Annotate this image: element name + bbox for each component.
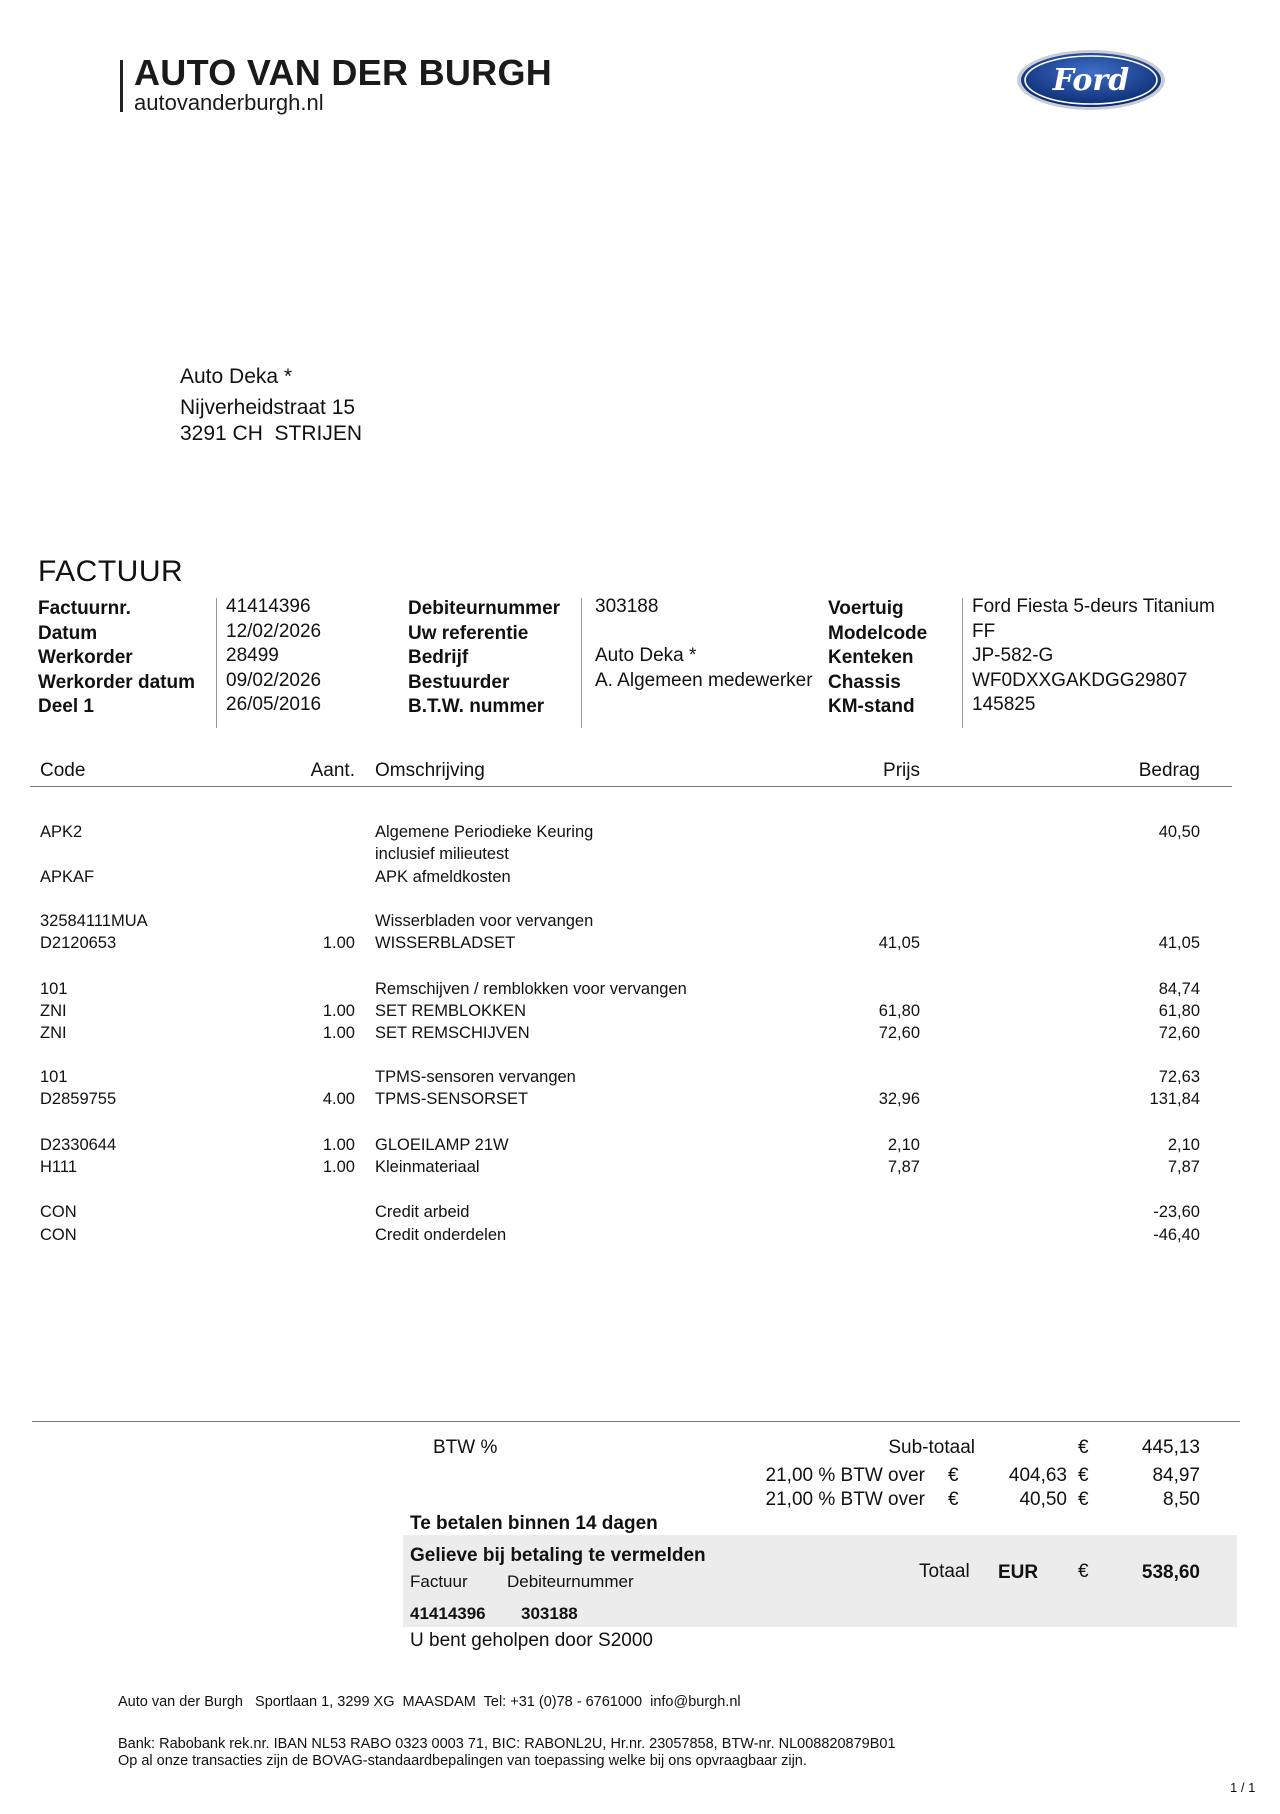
value-mileage: 145825 (972, 694, 1036, 715)
line-price: 61,80 (878, 1002, 920, 1020)
line-price: 2,10 (887, 1136, 920, 1154)
line-price (820, 1203, 920, 1226)
company-url: autovanderburgh.nl (134, 90, 324, 115)
line-code: H111 (40, 1158, 77, 1176)
value-license-plate: JP-582-G (972, 645, 1054, 666)
label-chassis: Chassis (828, 671, 901, 693)
total-label: Totaal (919, 1561, 970, 1582)
label-license-plate: Kenteken (828, 647, 914, 668)
vat-row-base: 404,63 (1008, 1465, 1067, 1486)
line-price (820, 912, 920, 935)
column-header-description: Omschrijving (375, 760, 485, 781)
line-description: TPMS-sensoren vervangen (375, 1068, 576, 1086)
value-model-code: FF (972, 620, 996, 642)
line-amount: 40,50 (1158, 823, 1200, 841)
vat-percent-header: BTW % (433, 1437, 498, 1458)
line-qty: 1.00 (322, 1024, 355, 1042)
line-code: CON (40, 1226, 77, 1244)
vat-row-base: 40,50 (1019, 1489, 1067, 1510)
column-header-rule (30, 786, 1232, 787)
label-vat-number: B.T.W. nummer (408, 696, 545, 717)
vat-row-currency: € (1078, 1489, 1089, 1510)
vat-row-amount: 8,50 (1163, 1489, 1200, 1510)
line-amount: 84,74 (1158, 980, 1200, 998)
line-qty: 1.00 (322, 1002, 355, 1020)
line-description: Credit arbeid (375, 1203, 470, 1221)
line-description: Credit onderdelen (375, 1226, 507, 1244)
header-col3-labels (828, 597, 958, 720)
label-company: Bedrijf (408, 647, 469, 668)
line-price (820, 868, 920, 891)
header-col1-labels (38, 597, 208, 720)
line-description: Wisserbladen voor vervangen (375, 912, 594, 930)
line-price: 32,96 (878, 1090, 920, 1108)
line-code: 101 (40, 980, 68, 998)
value-chassis: WF0DXXGAKDGG29807 (972, 669, 1188, 691)
line-description: GLOEILAMP 21W (375, 1136, 509, 1154)
header-divider (581, 598, 582, 728)
label-mileage: KM-stand (828, 696, 915, 717)
totals-rule (32, 1421, 1240, 1422)
line-price (820, 1226, 920, 1249)
label-part: Deel 1 (38, 696, 94, 717)
total-currency-symbol: € (1078, 1561, 1089, 1582)
served-by: U bent geholpen door S2000 (410, 1630, 653, 1651)
line-price (820, 823, 920, 846)
footer-bank: Bank: Rabobank rek.nr. IBAN NL53 RABO 0323 0003 71, BIC: RABONL2U, Hr.nr. 23057858, BTW-nr. NL008820879B01 (118, 1736, 896, 1752)
value-driver: A. Algemeen medewerker (595, 669, 813, 691)
document-title: FACTUUR (38, 555, 184, 588)
ford-oval-logo-icon (1015, 48, 1167, 112)
vat-row-amount: 84,97 (1152, 1465, 1200, 1486)
line-amount: 72,63 (1158, 1068, 1200, 1086)
value-debtor-number: 303188 (595, 596, 659, 617)
footer-address: Auto van der Burgh Sportlaan 1, 3299 XG MAASDAM Tel: +31 (0)78 - 6761000 info@burgh.nl (118, 1694, 741, 1710)
line-qty: 4.00 (322, 1090, 355, 1108)
line-amount: 41,05 (1158, 934, 1200, 952)
line-qty (255, 868, 355, 891)
ford-logo-text: Ford (1052, 63, 1130, 98)
line-qty (255, 1068, 355, 1091)
line-code: D2330644 (40, 1136, 117, 1154)
total-value: 538,60 (1141, 1562, 1200, 1583)
line-description: SET REMBLOKKEN (375, 1002, 526, 1020)
line-qty: 1.00 (322, 1158, 355, 1176)
line-qty (255, 1226, 355, 1249)
header-divider (216, 598, 217, 728)
brand-bar (120, 60, 123, 112)
reference-debtor-value: 303188 (521, 1604, 578, 1623)
vat-row-label: 21,00 % BTW over (765, 1489, 925, 1510)
line-code: 32584111MUA (40, 912, 148, 930)
header-col1-values (226, 595, 391, 718)
vat-row-label: 21,00 % BTW over (765, 1465, 925, 1486)
line-amount (1100, 845, 1200, 868)
subtotal-label: Sub-totaal (888, 1437, 975, 1458)
line-amount: 7,87 (1167, 1158, 1200, 1176)
line-amount: -23,60 (1153, 1203, 1200, 1221)
column-header-qty: Aant. (310, 760, 355, 781)
subtotal-currency: € (1078, 1437, 1089, 1458)
line-qty: 1.00 (322, 934, 355, 952)
header-col3-values (972, 595, 1222, 718)
label-your-reference: Uw referentie (408, 622, 529, 644)
line-price (820, 980, 920, 1003)
value-invoice-number: 41414396 (226, 596, 311, 617)
line-amount (1100, 868, 1200, 891)
payment-terms: Te betalen binnen 14 dagen (410, 1513, 658, 1534)
recipient-city: 3291 CH STRIJEN (180, 422, 363, 445)
company-name: AUTO VAN DER BURGH (134, 52, 553, 93)
line-description: Algemene Periodieke Keuring (375, 823, 594, 841)
column-header-amount: Bedrag (1138, 760, 1200, 781)
recipient-street: Nijverheidstraat 15 (180, 396, 356, 419)
reference-invoice-value: 41414396 (410, 1604, 486, 1623)
line-description: inclusief milieutest (375, 845, 509, 863)
payment-reference-title: Gelieve bij betaling te vermelden (410, 1545, 706, 1566)
line-description: WISSERBLADSET (375, 934, 516, 952)
header-col2-labels (408, 597, 578, 720)
line-amount: 72,60 (1158, 1024, 1200, 1042)
line-amount: 2,10 (1167, 1136, 1200, 1154)
vat-row-currency: € (948, 1489, 959, 1510)
line-price: 41,05 (878, 934, 920, 952)
label-debtor-number: Debiteurnummer (408, 598, 561, 619)
line-code: D2859755 (40, 1090, 117, 1108)
line-code: APKAF (40, 868, 95, 886)
line-amount: 131,84 (1149, 1090, 1200, 1108)
label-date: Datum (38, 622, 98, 644)
column-header-price: Prijs (883, 760, 920, 781)
line-price: 7,87 (887, 1158, 920, 1176)
line-qty (255, 1203, 355, 1226)
value-work-order: 28499 (226, 645, 279, 666)
line-code: D2120653 (40, 934, 117, 952)
line-price (820, 1068, 920, 1091)
header-divider (962, 598, 963, 728)
line-description: Kleinmateriaal (375, 1158, 480, 1176)
line-qty (255, 912, 355, 935)
value-vehicle: Ford Fiesta 5-deurs Titanium (972, 596, 1215, 617)
label-work-order: Werkorder (38, 647, 133, 668)
line-qty (255, 845, 355, 868)
vat-row-currency: € (1078, 1465, 1089, 1486)
value-work-order-date: 09/02/2026 (226, 669, 322, 691)
label-vehicle: Voertuig (828, 598, 904, 619)
label-invoice-number: Factuurnr. (38, 598, 131, 619)
recipient-name: Auto Deka * (180, 365, 293, 388)
reference-debtor-label: Debiteurnummer (507, 1572, 634, 1591)
line-description: SET REMSCHIJVEN (375, 1024, 530, 1042)
label-driver: Bestuurder (408, 671, 510, 693)
line-qty: 1.00 (322, 1136, 355, 1154)
subtotal-value: 445,13 (1141, 1437, 1200, 1458)
line-code: APK2 (40, 823, 83, 841)
line-price: 72,60 (878, 1024, 920, 1042)
total-currency-code: EUR (998, 1562, 1039, 1583)
column-header-code: Code (40, 760, 86, 781)
label-work-order-date: Werkorder datum (38, 671, 195, 693)
line-qty (255, 980, 355, 1003)
vat-row-currency: € (948, 1465, 959, 1486)
line-description: TPMS-SENSORSET (375, 1090, 529, 1108)
line-qty (255, 823, 355, 846)
page-number: 1 / 1 (1230, 1780, 1256, 1795)
line-code: 101 (40, 1068, 68, 1086)
line-code (40, 845, 280, 868)
line-description: Remschijven / remblokken voor vervangen (375, 980, 687, 998)
value-company: Auto Deka * (595, 645, 697, 666)
line-code: CON (40, 1203, 77, 1221)
value-vat-number (595, 693, 820, 718)
line-amount (1100, 912, 1200, 935)
value-your-reference (595, 620, 820, 645)
footer-terms: Op al onze transacties zijn de BOVAG-standaardbepalingen van toepassing welke bij ons opvraagbaar zijn. (118, 1753, 807, 1769)
header-col2-values (595, 595, 820, 718)
line-price (820, 845, 920, 868)
label-model-code: Modelcode (828, 622, 928, 644)
line-amount: -46,40 (1153, 1226, 1200, 1244)
line-code: ZNI (40, 1002, 67, 1020)
value-date: 12/02/2026 (226, 620, 322, 642)
line-description: APK afmeldkosten (375, 868, 511, 886)
line-code: ZNI (40, 1024, 67, 1042)
line-amount: 61,80 (1158, 1002, 1200, 1020)
value-part: 26/05/2016 (226, 694, 322, 715)
reference-invoice-label: Factuur (410, 1572, 468, 1591)
